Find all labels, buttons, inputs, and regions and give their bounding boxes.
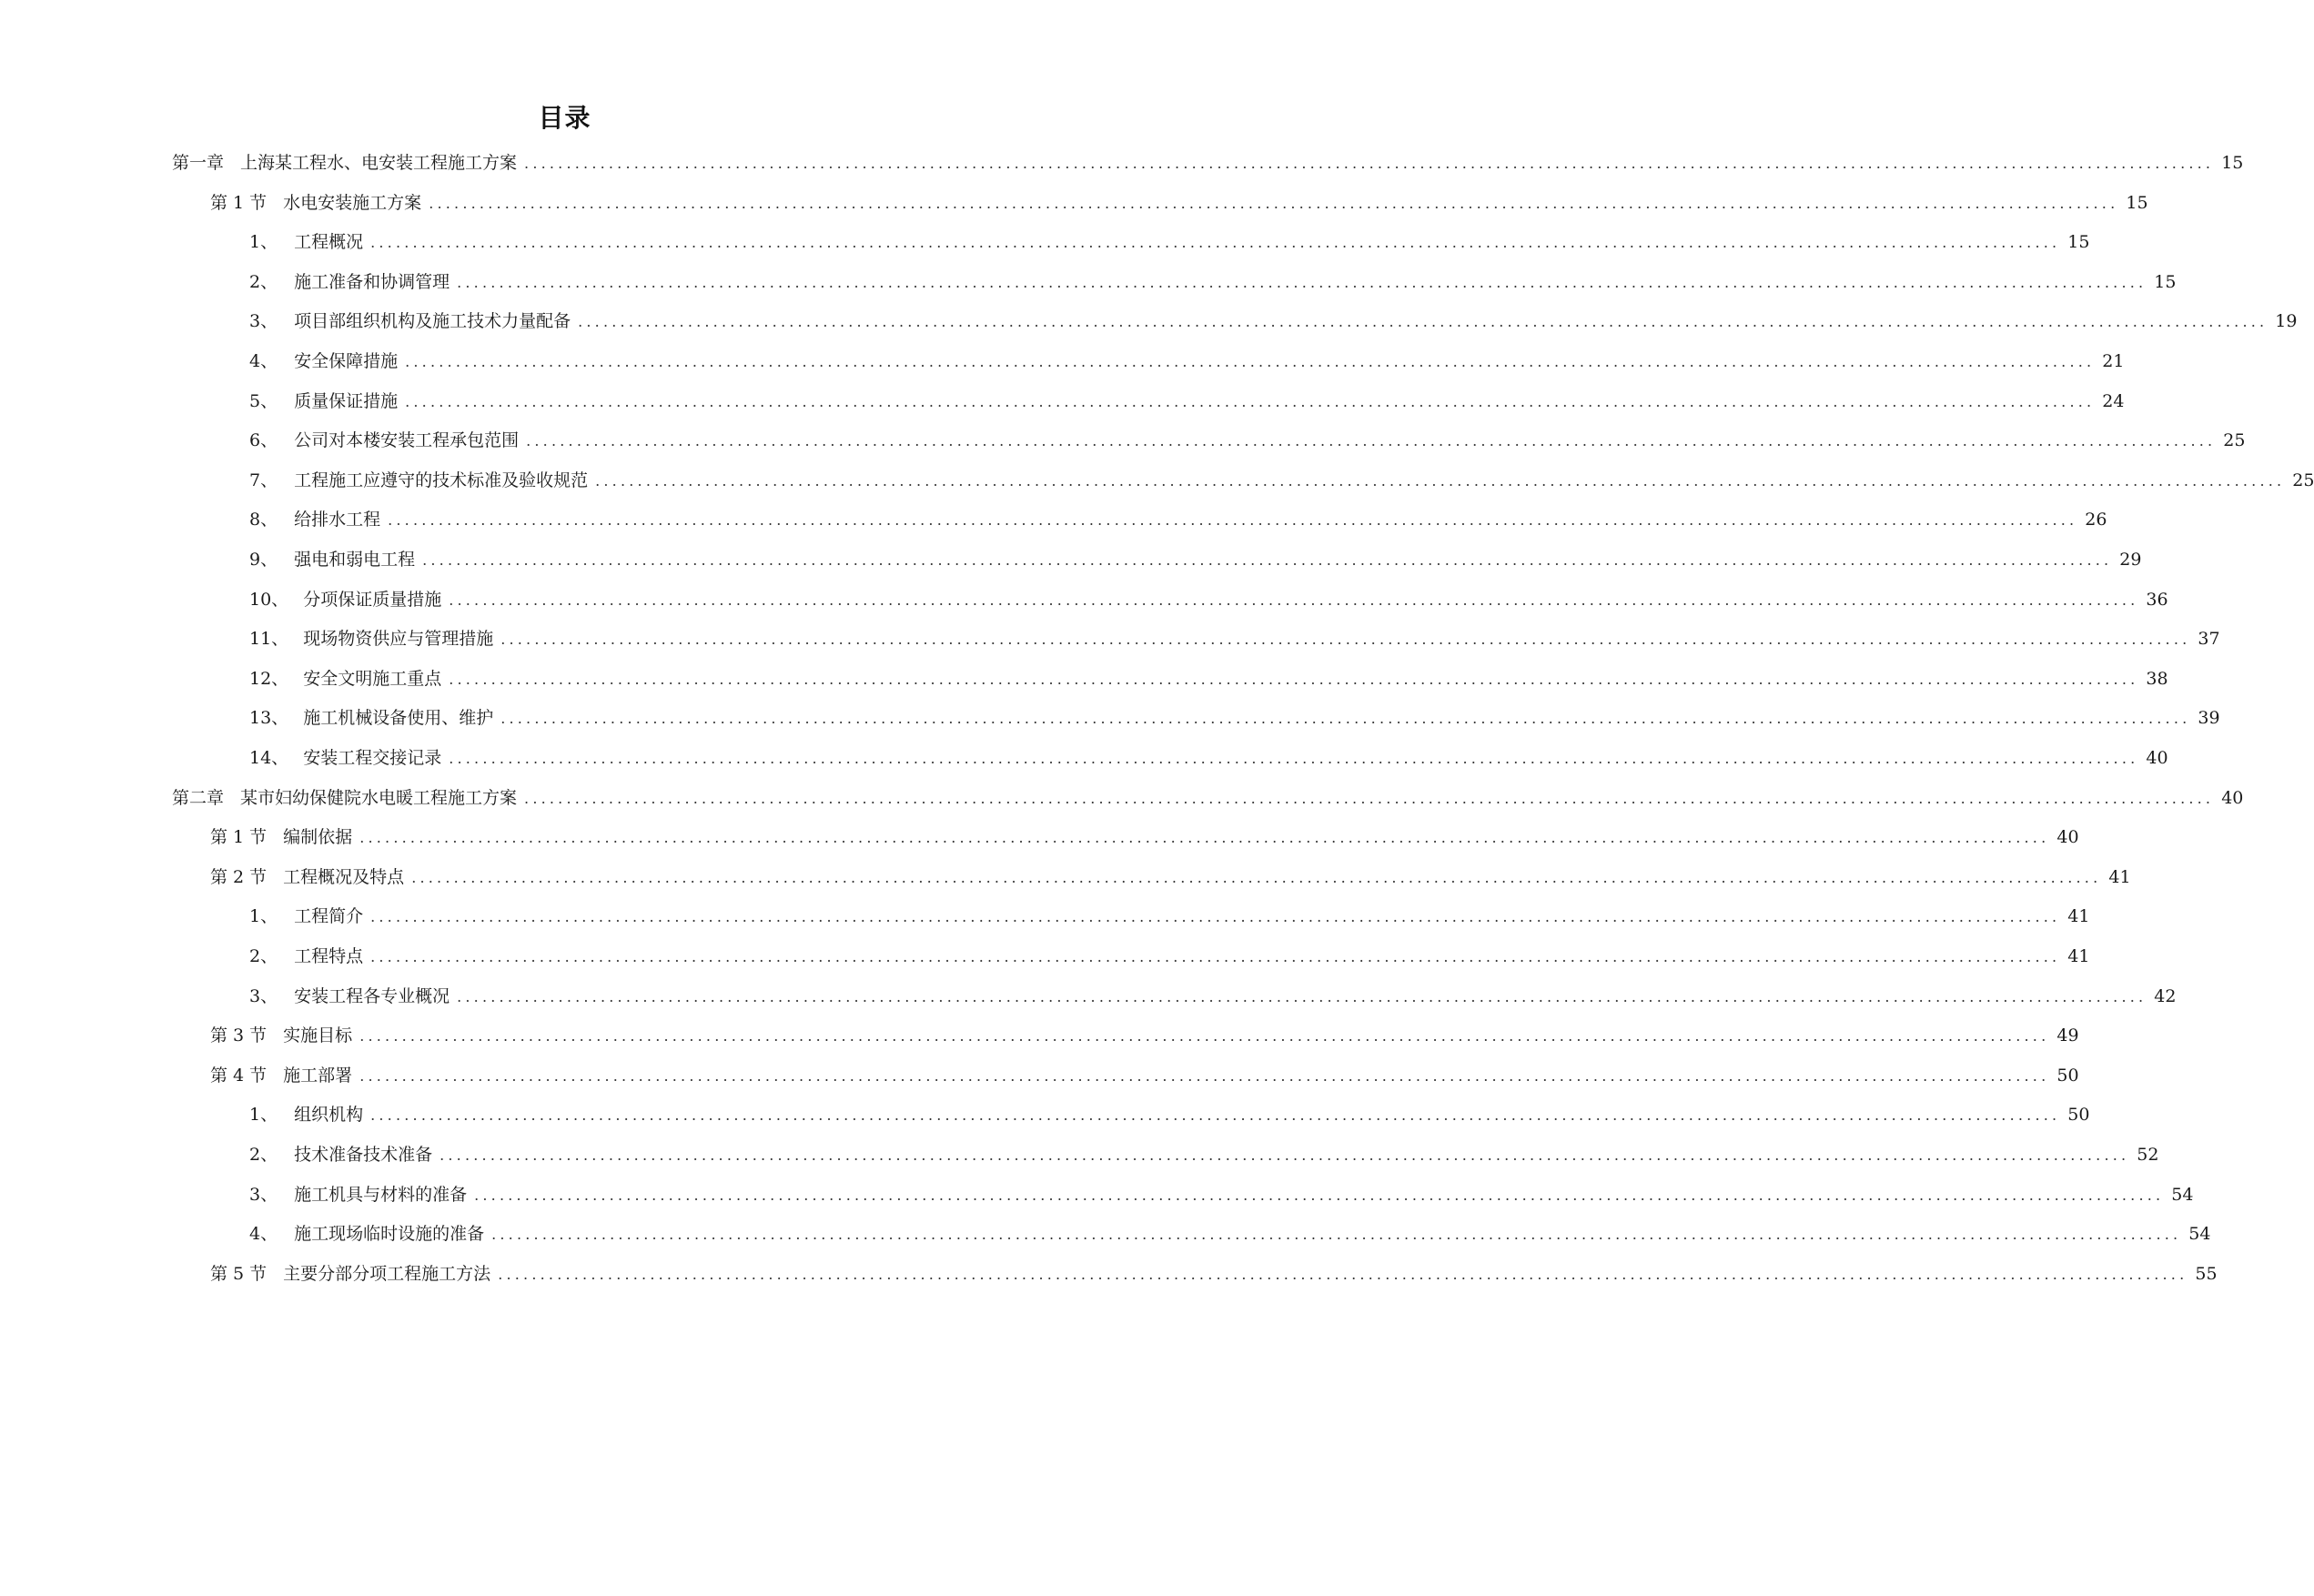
toc-entry-number: 第 5 节 bbox=[210, 1263, 268, 1284]
toc-entry-number: 1、 bbox=[249, 232, 278, 253]
toc-entry-item[interactable] bbox=[249, 228, 2090, 256]
toc-entry-page: 15 bbox=[2067, 232, 2090, 253]
toc-entry-page: 41 bbox=[2067, 946, 2090, 966]
toc-leader-dots: ........................................................................................................................................................................................................ bbox=[457, 987, 2147, 1005]
toc-entry-title: 工程简介 bbox=[294, 906, 364, 927]
toc-leader-dots: ........................................................................................................................................................................................................ bbox=[449, 670, 2139, 688]
toc-entry-title: 安装工程各专业概况 bbox=[294, 985, 450, 1006]
toc-entry-page: 19 bbox=[2275, 311, 2298, 332]
toc-entry-number: 3、 bbox=[249, 985, 278, 1006]
toc-entry-page: 41 bbox=[2067, 906, 2090, 927]
toc-entry-number: 9、 bbox=[249, 550, 278, 570]
toc-entry-item[interactable] bbox=[249, 665, 2168, 692]
toc-entry-title: 质量保证措施 bbox=[294, 390, 399, 411]
toc-entry-page: 15 bbox=[2126, 192, 2148, 213]
toc-entry-page: 41 bbox=[2108, 866, 2131, 887]
toc-leader-dots: ........................................................................................................................................................................................................ bbox=[429, 194, 2119, 212]
toc-leader-dots: ........................................................................................................................................................................................................ bbox=[370, 948, 2061, 965]
toc-entry-number: 第二章 bbox=[172, 787, 225, 808]
toc-entry-item[interactable] bbox=[249, 903, 2090, 930]
toc-entry-page: 37 bbox=[2198, 629, 2220, 650]
toc-entry-page: 26 bbox=[2085, 510, 2107, 530]
toc-entry-page: 38 bbox=[2146, 668, 2168, 689]
toc-entry-title: 施工机械设备使用、维护 bbox=[303, 708, 494, 729]
toc-leader-dots: ........................................................................................................................................................................................................ bbox=[359, 1027, 2050, 1045]
toc-entry-number: 6、 bbox=[249, 430, 278, 451]
toc-entry-page: 40 bbox=[2146, 748, 2168, 768]
toc-entry-title: 上海某工程水、电安装工程施工方案 bbox=[240, 153, 518, 173]
toc-entry-item[interactable] bbox=[249, 1220, 2211, 1248]
toc-entry-page: 54 bbox=[2188, 1224, 2211, 1245]
toc-entry-title: 工程特点 bbox=[294, 946, 364, 966]
toc-entry-number: 5、 bbox=[249, 390, 278, 411]
toc-entry-page: 25 bbox=[2292, 470, 2314, 490]
toc-entry-title: 施工现场临时设施的准备 bbox=[294, 1224, 485, 1245]
toc-entry-title: 强电和弱电工程 bbox=[294, 550, 416, 570]
toc-entry-title: 实施目标 bbox=[283, 1025, 353, 1046]
toc-entry-page: 29 bbox=[2119, 550, 2142, 570]
toc-leader-dots: ........................................................................................................................................................................................................ bbox=[411, 868, 2102, 886]
toc-entry-item[interactable] bbox=[249, 546, 2142, 573]
toc-entry-page: 21 bbox=[2102, 351, 2125, 371]
toc-entry-page: 55 bbox=[2195, 1263, 2218, 1284]
toc-entry-number: 13、 bbox=[249, 708, 289, 729]
toc-leader-dots: ........................................................................................................................................................................................................ bbox=[359, 1066, 2050, 1085]
toc-leader-dots: ........................................................................................................................................................................................................ bbox=[498, 1265, 2188, 1283]
toc-leader-dots: ........................................................................................................................................................................................................ bbox=[422, 551, 2113, 569]
toc-leader-dots: ........................................................................................................................................................................................................ bbox=[359, 829, 2050, 847]
toc-entry-page: 50 bbox=[2056, 1065, 2079, 1086]
toc-leader-dots: ........................................................................................................................................................................................................ bbox=[370, 234, 2061, 252]
toc-entry-section[interactable] bbox=[210, 1022, 2079, 1049]
toc-entry-title: 组织机构 bbox=[294, 1105, 364, 1126]
toc-leader-dots: ........................................................................................................................................................................................................ bbox=[491, 1226, 2182, 1244]
toc-entry-section[interactable] bbox=[210, 864, 2131, 891]
toc-entry-page: 52 bbox=[2137, 1145, 2159, 1165]
toc-entry-title: 工程概况 bbox=[294, 232, 364, 253]
page-title: 目录 bbox=[538, 103, 591, 133]
toc-entry-title: 施工准备和协调管理 bbox=[294, 271, 450, 292]
toc-entry-number: 第 4 节 bbox=[210, 1065, 268, 1086]
toc-entry-number: 3、 bbox=[249, 311, 278, 332]
toc-entry-item[interactable] bbox=[249, 427, 2246, 454]
toc-leader-dots: ........................................................................................................................................................................................................ bbox=[440, 1146, 2130, 1164]
toc-entry-item[interactable] bbox=[249, 308, 2298, 335]
toc-entry-title: 工程概况及特点 bbox=[283, 866, 405, 887]
toc-leader-dots: ........................................................................................................................................................................................................ bbox=[524, 155, 2215, 172]
toc-entry-item[interactable] bbox=[249, 348, 2125, 375]
toc-leader-dots: ........................................................................................................................................................................................................ bbox=[449, 591, 2139, 609]
toc-entry-item[interactable] bbox=[249, 388, 2125, 415]
toc-entry-title: 施工机具与材料的准备 bbox=[294, 1184, 468, 1205]
toc-entry-item[interactable] bbox=[249, 268, 2177, 296]
toc-entry-item[interactable] bbox=[249, 1181, 2194, 1208]
toc-entry-number: 8、 bbox=[249, 510, 278, 530]
toc-entry-section[interactable] bbox=[210, 823, 2079, 851]
toc-entry-page: 40 bbox=[2221, 787, 2244, 808]
toc-entry-page: 15 bbox=[2221, 153, 2244, 173]
toc-entry-title: 公司对本楼安装工程承包范围 bbox=[294, 430, 520, 451]
toc-entry-number: 4、 bbox=[249, 1224, 278, 1245]
toc-leader-dots: ........................................................................................................................................................................................................ bbox=[578, 313, 2269, 331]
toc-entry-title: 安装工程交接记录 bbox=[303, 748, 442, 768]
toc-entry-number: 第 1 节 bbox=[210, 827, 268, 848]
toc-entry-number: 第 1 节 bbox=[210, 192, 268, 213]
toc-entry-number: 1、 bbox=[249, 906, 278, 927]
toc-entry-title: 分项保证质量措施 bbox=[303, 589, 442, 610]
toc-entry-page: 39 bbox=[2198, 708, 2220, 729]
toc-entry-page: 42 bbox=[2154, 985, 2177, 1006]
toc-entry-title: 某市妇幼保健院水电暖工程施工方案 bbox=[240, 787, 518, 808]
toc-leader-dots: ........................................................................................................................................................................................................ bbox=[457, 273, 2147, 291]
toc-entry-page: 24 bbox=[2102, 390, 2125, 411]
toc-entry-number: 第一章 bbox=[172, 153, 225, 173]
toc-entry-title: 工程施工应遵守的技术标准及验收规范 bbox=[294, 470, 589, 490]
toc-entry-page: 54 bbox=[2171, 1184, 2194, 1205]
toc-leader-dots: ........................................................................................................................................................................................................ bbox=[405, 353, 2096, 370]
toc-entry-title: 水电安装施工方案 bbox=[283, 192, 422, 213]
toc-entry-title: 安全文明施工重点 bbox=[303, 668, 442, 689]
toc-entry-number: 1、 bbox=[249, 1105, 278, 1126]
toc-entry-number: 第 2 节 bbox=[210, 866, 268, 887]
toc-entry-page: 40 bbox=[2056, 827, 2079, 848]
toc-entry-page: 15 bbox=[2154, 271, 2177, 292]
toc-entry-number: 10、 bbox=[249, 589, 289, 610]
toc-entry-section[interactable] bbox=[210, 1062, 2079, 1089]
toc-entry-title: 项目部组织机构及施工技术力量配备 bbox=[294, 311, 571, 332]
toc-entry-number: 2、 bbox=[249, 946, 278, 966]
toc-entry-page: 36 bbox=[2146, 589, 2168, 610]
toc-leader-dots: ........................................................................................................................................................................................................ bbox=[524, 789, 2215, 807]
toc-entry-number: 4、 bbox=[249, 351, 278, 371]
toc-entry-chapter[interactable] bbox=[172, 149, 2244, 177]
toc-entry-item[interactable] bbox=[249, 704, 2220, 732]
toc-entry-item[interactable] bbox=[249, 983, 2177, 1010]
toc-leader-dots: ........................................................................................................................................................................................................ bbox=[595, 471, 2286, 490]
toc-entry-title: 安全保障措施 bbox=[294, 351, 399, 371]
toc-entry-item[interactable] bbox=[249, 506, 2107, 533]
toc-leader-dots: ........................................................................................................................................................................................................ bbox=[500, 631, 2191, 649]
toc-entry-title: 技术准备技术准备 bbox=[294, 1145, 433, 1165]
toc-entry-number: 2、 bbox=[249, 271, 278, 292]
toc-entry-page: 49 bbox=[2056, 1025, 2079, 1046]
toc-leader-dots: ........................................................................................................................................................................................................ bbox=[474, 1186, 2165, 1204]
toc-entry-section[interactable] bbox=[210, 189, 2148, 217]
toc-entry-page: 25 bbox=[2223, 430, 2246, 451]
toc-entry-item[interactable] bbox=[249, 1141, 2159, 1168]
toc-entry-item[interactable] bbox=[249, 1101, 2090, 1128]
toc-entry-item[interactable] bbox=[249, 625, 2220, 652]
toc-entry-item[interactable] bbox=[249, 586, 2168, 613]
toc-entry-title: 现场物资供应与管理措施 bbox=[303, 629, 494, 650]
toc-leader-dots: ........................................................................................................................................................................................................ bbox=[405, 392, 2096, 410]
toc-leader-dots: ........................................................................................................................................................................................................ bbox=[449, 750, 2139, 767]
toc-entry-section[interactable] bbox=[210, 1260, 2218, 1288]
toc-entry-title: 编制依据 bbox=[283, 827, 353, 848]
toc-entry-item[interactable] bbox=[249, 467, 2314, 494]
toc-entry-number: 12、 bbox=[249, 668, 289, 689]
toc-leader-dots: ........................................................................................................................................................................................................ bbox=[500, 710, 2191, 728]
toc-entry-number: 7、 bbox=[249, 470, 278, 490]
toc-leader-dots: ........................................................................................................................................................................................................ bbox=[370, 908, 2061, 926]
toc-entry-number: 11、 bbox=[249, 629, 289, 650]
toc-leader-dots: ........................................................................................................................................................................................................ bbox=[526, 432, 2217, 450]
toc-entry-number: 3、 bbox=[249, 1184, 278, 1205]
toc-entry-chapter[interactable] bbox=[172, 784, 2244, 812]
toc-entry-item[interactable] bbox=[249, 744, 2168, 772]
toc-entry-title: 主要分部分项工程施工方法 bbox=[283, 1263, 491, 1284]
toc-leader-dots: ........................................................................................................................................................................................................ bbox=[388, 511, 2078, 530]
toc-entry-title: 给排水工程 bbox=[294, 510, 381, 530]
toc-entry-number: 14、 bbox=[249, 748, 289, 768]
toc-entry-number: 第 3 节 bbox=[210, 1025, 268, 1046]
toc-entry-page: 50 bbox=[2067, 1105, 2090, 1126]
toc-entry-item[interactable] bbox=[249, 943, 2090, 970]
toc-entry-number: 2、 bbox=[249, 1145, 278, 1165]
toc-leader-dots: ........................................................................................................................................................................................................ bbox=[370, 1106, 2061, 1125]
toc-entry-title: 施工部署 bbox=[283, 1065, 353, 1086]
